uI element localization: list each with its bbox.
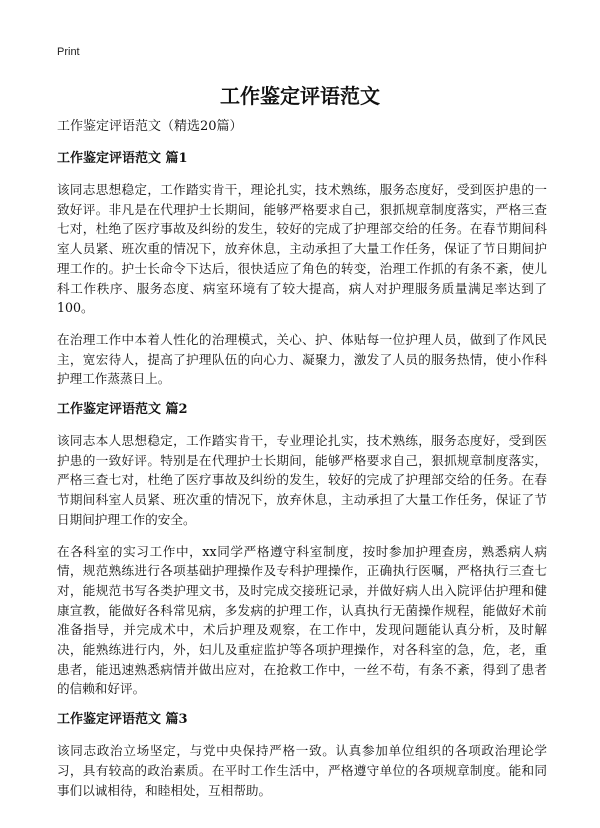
print-label: Print [57, 46, 80, 58]
section-3-paragraph-1: 该同志政治立场坚定，与党中央保持严格一致。认真参加单位组织的各项政治理论学习，具有较高的政治素质。在平时工作生活中，严格遵守单位的各项规章制度。能和同事们以诚相待，和睦相处，互相帮助。 [57, 743, 547, 798]
section-1-paragraph-2: 在治理工作中本着人性化的治理模式，关心、护、体贴每一位护理人员，做到了作风民主，宽宏待人，提高了护理队伍的向心力、凝聚力，激发了人员的服务热情，使小作科护理工作蒸蒸日上。 [57, 331, 547, 387]
section-2-paragraph-1: 该同志本人思想稳定，工作踏实肯干，专业理论扎实，技术熟练，服务态度好，受到医护患的一致好评。特别是在代理护士长期间，能够严格要求自己，狠抓规章制度落实，严格三查七对，杜绝了医疗事故及纠纷的发生，较好的完成了护理部交给的任务。在春节期间科室人员紧、班次重的情况下，放弃休息，主动承担了大量工作任务，保证了节日期间护理工作的安全。 [57, 433, 547, 527]
section-3-heading: 工作鉴定评语范文 篇3 [57, 712, 188, 728]
section-2-heading: 工作鉴定评语范文 篇2 [57, 402, 188, 418]
section-1-paragraph-1: 该同志思想稳定，工作踏实肯干，理论扎实，技术熟练，服务态度好，受到医护患的一致好评。非凡是在代理护士长期间，能够严格要求自己，狠抓规章制度落实，严格三查七对，杜绝了医疗事故及纠纷的发生，较好的完成了护理部交给的任务。在春节期间科室人员紧、班次重的情况下，放弃休息，主动承担了大量工作任务，保证了节日期间护理工作的。护士长命令下达后，很快适应了角色的转变，治理工作抓的有条不紊，使儿科工作秩序、服务态度、病室环境有了较大提高，病人对护理服务质量满足率达到了100。 [57, 182, 547, 316]
section-2-paragraph-2: 在各科室的实习工作中，xx同学严格遵守科室制度，按时参加护理查房，熟悉病人病情，规范熟练进行各项基础护理操作及专科护理操作，正确执行医嘱，严格执行三查七对，能规范书写各类护理文书，及时完成交接班记录，并做好病人出入院评估护理和健康宣教，能做好各科常见病，多发病的护理工作，认真执行无菌操作规程，能做好术前准备指导，并完成术中，术后护理及观察，在工作中，发现问题能认真分析，及时解决，能熟练进行内，外，妇儿及重症监护等各项护理操作，对各科室的急，危，老，重患者，能迅速熟悉病情并做出应对，在抢救工作中，一丝不苟，有条不紊，得到了患者的信赖和好评。 [57, 543, 547, 697]
section-1-heading: 工作鉴定评语范文 篇1 [57, 151, 188, 166]
document-subtitle: 工作鉴定评语范文（精选20篇） [57, 119, 243, 134]
document-body [57, 118, 547, 812]
page-title: 工作鉴定评语范文 [220, 84, 380, 108]
